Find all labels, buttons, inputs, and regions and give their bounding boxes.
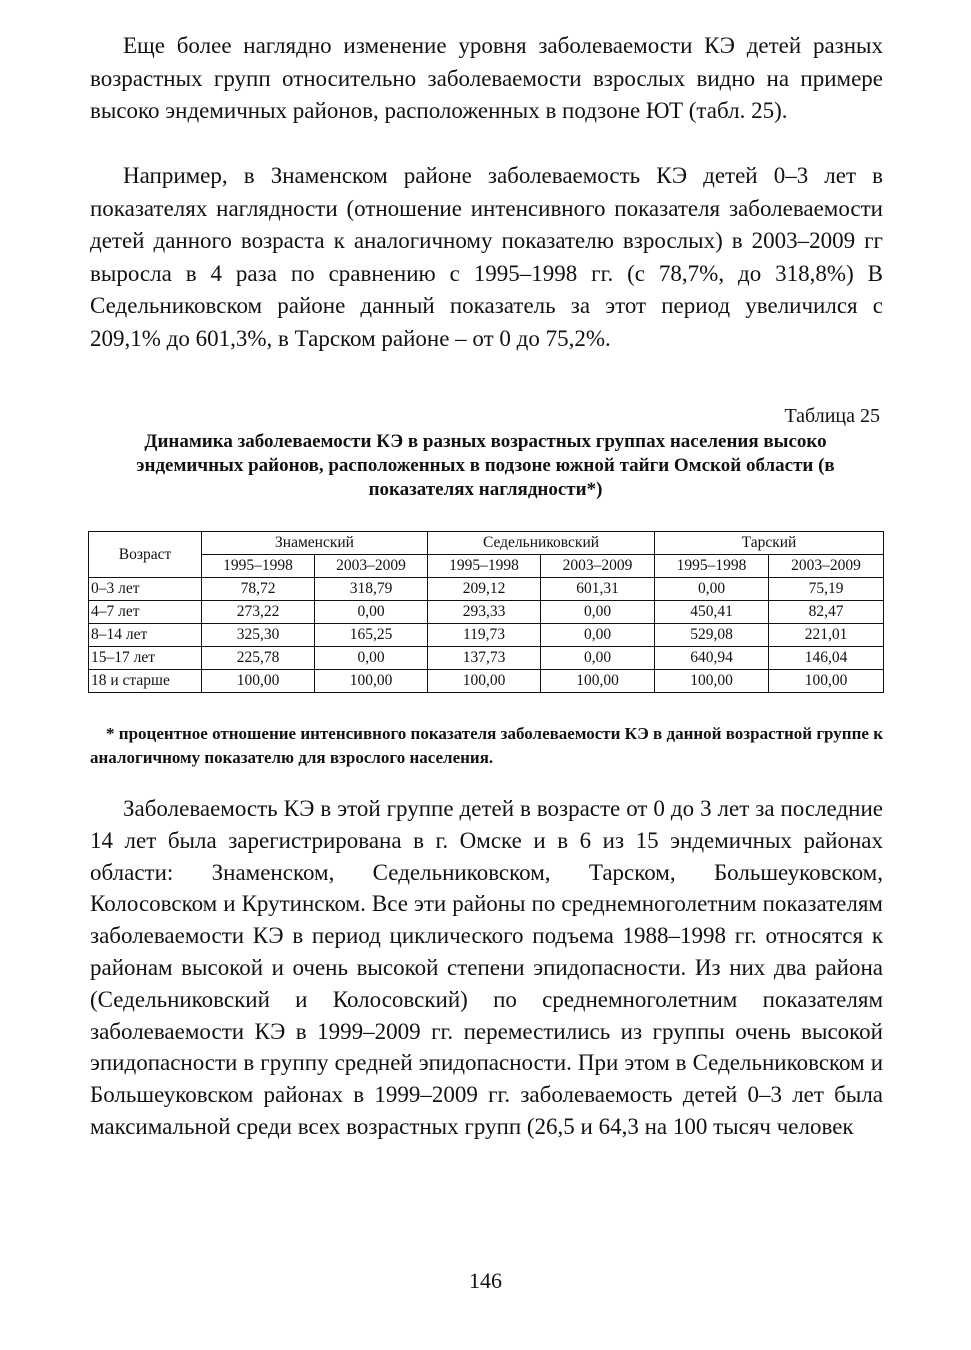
- paragraph-example: Например, в Знаменском районе заболеваемость КЭ детей 0–3 лет в показателях наглядности (отношение интенсивного показателя заболеваемости детей данного возраста к аналогичному показателю взрослых) в 2003–2009 гг выросла в 4 раза по сравнению с 1995–1998 гг. (с 78,7%, до 318,8%) В Седельниковском районе данный показатель за этот период увеличился с 209,1% до 601,3%, в Тарском районе – от 0 до 75,2%.: [90, 163, 883, 351]
- value-cell: 273,22: [202, 601, 315, 624]
- value-cell: 601,31: [541, 578, 655, 601]
- value-cell: 221,01: [769, 624, 884, 647]
- value-cell: 75,19: [769, 578, 884, 601]
- age-cell: 8–14 лет: [89, 624, 202, 647]
- value-cell: 318,79: [315, 578, 428, 601]
- column-header-district: Тарский: [655, 532, 884, 555]
- value-cell: 100,00: [769, 670, 884, 693]
- incidence-table: [88, 531, 884, 693]
- value-cell: 137,73: [428, 647, 541, 670]
- value-cell: 100,00: [315, 670, 428, 693]
- age-cell: 4–7 лет: [89, 601, 202, 624]
- column-header-period: 1995–1998: [202, 555, 315, 578]
- column-header-district: Знаменский: [202, 532, 428, 555]
- table-row: [89, 647, 884, 670]
- value-cell: 146,04: [769, 647, 884, 670]
- value-cell: 0,00: [541, 647, 655, 670]
- column-header-district: Седельниковский: [428, 532, 655, 555]
- value-cell: 165,25: [315, 624, 428, 647]
- value-cell: 100,00: [202, 670, 315, 693]
- column-header-age: Возраст: [89, 532, 202, 578]
- value-cell: 293,33: [428, 601, 541, 624]
- table-number: Таблица 25: [784, 405, 880, 427]
- value-cell: 100,00: [541, 670, 655, 693]
- paragraph-intro: Еще более наглядно изменение уровня заболеваемости КЭ детей разных возрастных групп относительно заболеваемости взрослых видно на примере высоко эндемичных районов, расположенных в подзоне ЮТ (табл. 25).: [90, 33, 883, 124]
- value-cell: 100,00: [655, 670, 769, 693]
- value-cell: 0,00: [541, 601, 655, 624]
- table-row: [89, 578, 884, 601]
- table-row: [89, 624, 884, 647]
- value-cell: 640,94: [655, 647, 769, 670]
- column-header-period: 1995–1998: [655, 555, 769, 578]
- value-cell: 78,72: [202, 578, 315, 601]
- table-row: [89, 670, 884, 693]
- column-header-period: 1995–1998: [428, 555, 541, 578]
- table-title: Динамика заболеваемости КЭ в разных возрастных группах населения высоко эндемичных районов, расположенных в подзоне южной тайги Омской области (в показателях наглядности*): [136, 431, 835, 500]
- value-cell: 0,00: [655, 578, 769, 601]
- value-cell: 119,73: [428, 624, 541, 647]
- value-cell: 0,00: [541, 624, 655, 647]
- table-subheader-row: [89, 555, 884, 578]
- column-header-period: 2003–2009: [541, 555, 655, 578]
- value-cell: 325,30: [202, 624, 315, 647]
- value-cell: 529,08: [655, 624, 769, 647]
- paragraph-discussion: Заболеваемость КЭ в этой группе детей в возрасте от 0 до 3 лет за последние 14 лет была зарегистрирована в г. Омске и в 6 из 15 эндемичных районах области: Знаменском, Седельниковском, Тарском, Большеуковском, Колосовском и Крутинском. Все эти районы по среднемноголетним показателям заболеваемости КЭ в период циклического подъема 1988–1998 гг. относятся к районам высокой и очень высокой степени эпидопасности. Из них два района (Седельниковский и Колосовский) по среднемноголетним показателям заболеваемости КЭ в 1999–2009 гг. переместились из группы очень высокой эпидопасности в группу средней эпидопасности. При этом в Седельниковском и Большеуковском районах в 1999–2009 гг. заболеваемость детей 0–3 лет была максимальной среди всех возрастных групп (26,5 и 64,3 на 100 тысяч человек: [90, 796, 883, 1139]
- column-header-period: 2003–2009: [315, 555, 428, 578]
- age-cell: 15–17 лет: [89, 647, 202, 670]
- value-cell: 209,12: [428, 578, 541, 601]
- table-header-row: [89, 532, 884, 555]
- table-footnote: * процентное отношение интенсивного показателя заболеваемости КЭ в данной возрастной группе к аналогичному показателю для взрослого населения.: [90, 724, 883, 767]
- value-cell: 0,00: [315, 601, 428, 624]
- value-cell: 450,41: [655, 601, 769, 624]
- value-cell: 100,00: [428, 670, 541, 693]
- value-cell: 82,47: [769, 601, 884, 624]
- page-number: 146: [469, 1268, 502, 1293]
- age-cell: 0–3 лет: [89, 578, 202, 601]
- column-header-period: 2003–2009: [769, 555, 884, 578]
- age-cell: 18 и старше: [89, 670, 202, 693]
- table-row: [89, 601, 884, 624]
- value-cell: 225,78: [202, 647, 315, 670]
- value-cell: 0,00: [315, 647, 428, 670]
